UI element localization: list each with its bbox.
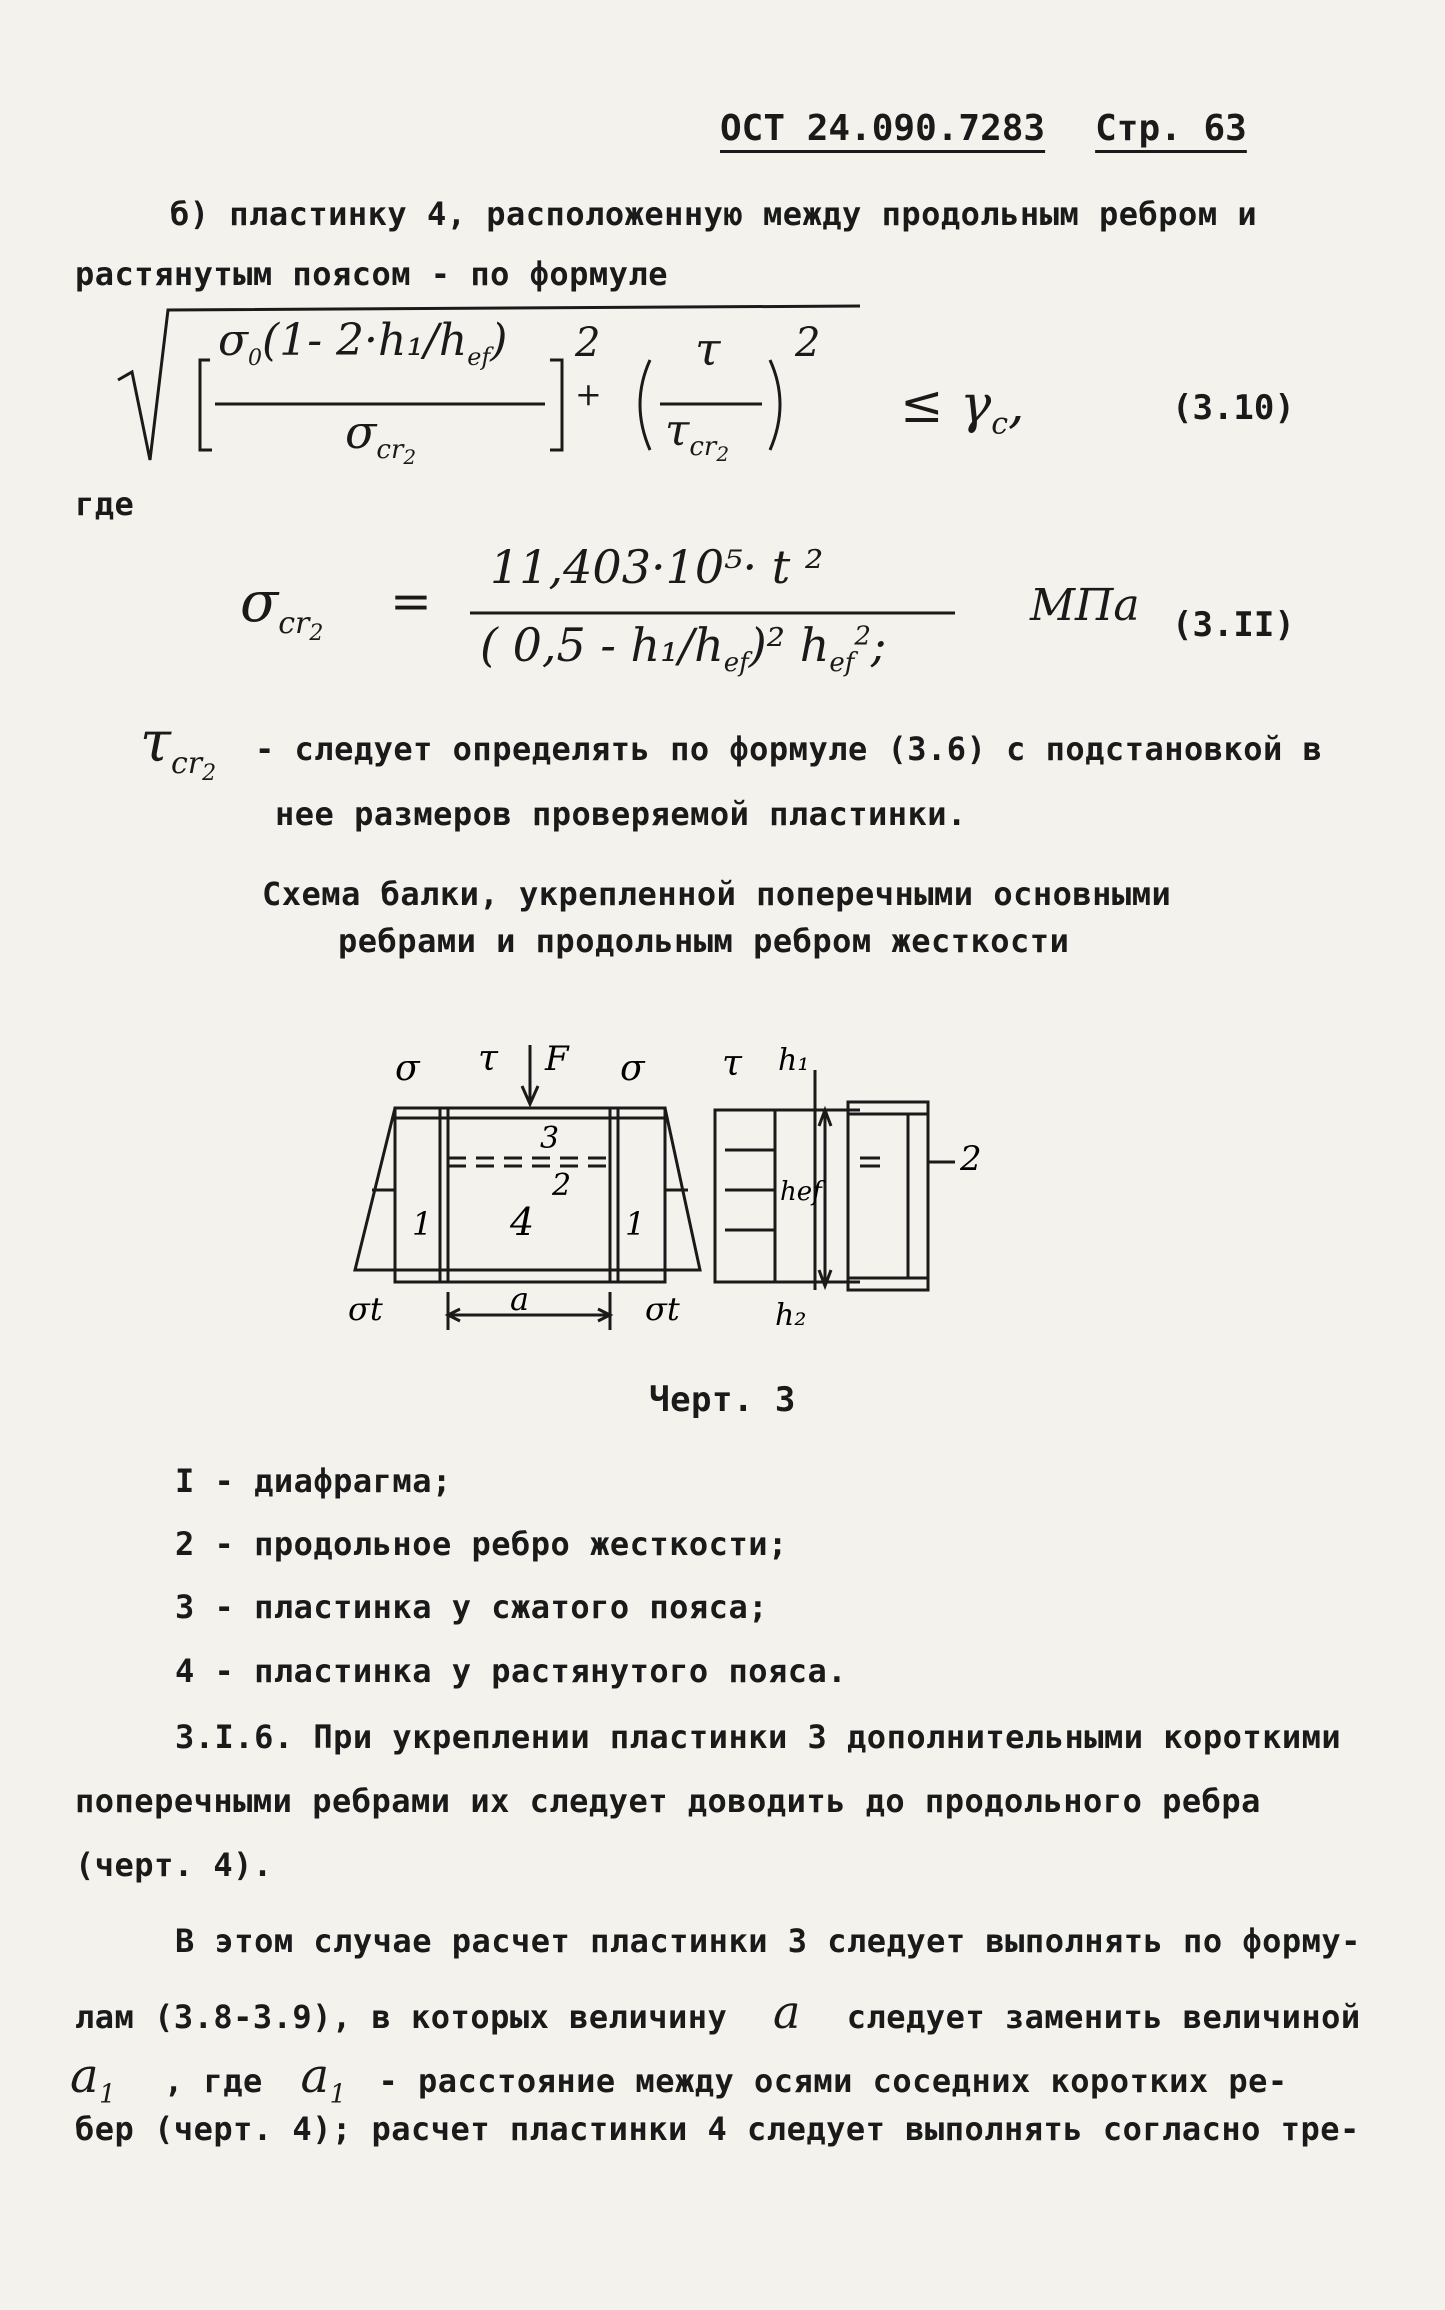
symbol-a1-second: $a_1$: [300, 2048, 347, 2110]
drawing-plate1-left-label: 1: [412, 1205, 433, 1243]
formula-3-10-denominator: $\sigma_{cr_2}$: [345, 405, 417, 470]
drawing-h2: h₂: [775, 1298, 807, 1333]
where-label: где: [75, 485, 135, 523]
legend-item-1: I - диафрагма;: [175, 1462, 452, 1500]
formula-3-10-numerator: $\sigma_0(1-$ $2\cdot h_1/h_{ef}$): [218, 315, 508, 371]
drawing-h1: h₁: [778, 1043, 810, 1078]
formula-3-10-tau-denominator: $\tau_{cr_2}$: [665, 405, 730, 466]
drawing-hef: hef: [780, 1177, 822, 1207]
legend-item-3: 3 - пластинка у сжатого пояса;: [175, 1588, 768, 1626]
drawing-rib2-label: 2: [960, 1139, 982, 1179]
para-316-line3: (черт. 4).: [75, 1846, 273, 1884]
legend-item-2: 2 - продольное ребро жесткости;: [175, 1525, 788, 1563]
formula-3-10-tau: τ: [695, 322, 721, 376]
formula-3-10-exp1: 2: [575, 320, 601, 366]
drawing-force-label: F: [545, 1039, 569, 1079]
figure-caption: Черт. 3: [649, 1380, 796, 1420]
drawing-plate4-label: 4: [510, 1200, 535, 1244]
drawing-plate3-label: 3: [540, 1121, 560, 1156]
para-case-line3: $a_1$ , где $a_1$ - расстояние между осями соседних коротких ре-: [70, 2048, 1288, 2110]
formula-3-11-lhs: $\sigma_{cr_2}$: [240, 570, 324, 647]
drawing-sigma-t-right: σt: [645, 1290, 680, 1328]
scheme-title-line2: ребрами и продольным ребром жесткости: [338, 922, 1070, 960]
drawing-sigma-top-left: σ: [395, 1048, 420, 1089]
formula-3-10-rhs: ≤ $\gamma_c$,: [900, 375, 1025, 442]
formula-3-10-number: (3.10): [1172, 388, 1295, 428]
para-case-line4: бер (черт. 4); расчет пластинки 4 следует выполнять согласно тре-: [75, 2110, 1360, 2148]
legend-item-4: 4 - пластинка у растянутого пояса.: [175, 1652, 848, 1690]
scheme-title-line1: Схема балки, укрепленной поперечными основными: [262, 875, 1172, 913]
formula-3-11-equals: =: [390, 572, 432, 630]
formula-3-10-plus: +: [575, 375, 602, 413]
paragraph-b-line2: растянутым поясом - по формуле: [75, 255, 668, 293]
formula-3-11-number: (3.II): [1172, 605, 1295, 645]
drawing-plate1-right-label: 1: [625, 1205, 646, 1243]
standard-number: ОСТ 24.090.7283: [720, 108, 1046, 149]
drawing-sigma-t-left: σt: [348, 1290, 383, 1328]
drawing-tau-top: τ: [478, 1038, 498, 1079]
formula-3-10-exp2: 2: [795, 320, 821, 366]
formula-3-11-numerator: 11,403·10⁵· t ²: [490, 540, 824, 594]
tau-note-line1: - следует определять по формуле (3.6) с подстановкой в: [255, 730, 1323, 768]
document-header: [720, 108, 1247, 149]
tau-note-line2: нее размеров проверяемой пластинки.: [275, 795, 967, 833]
para-316-line1: 3.I.6. При укреплении пластинки 3 дополнительными короткими: [175, 1718, 1342, 1756]
drawing-plate2-mid-label: 2: [552, 1168, 572, 1203]
formula-3-11-unit: МПа: [1030, 580, 1140, 631]
paragraph-b-line1: б) пластинку 4, расположенную между продольным ребром и: [170, 195, 1258, 233]
beam-scheme-drawing: [0, 1030, 1445, 1333]
para-316-line2: поперечными ребрами их следует доводить до продольного ребра: [75, 1782, 1261, 1820]
para-case-line2: лам (3.8-3.9), в которых величину a следует заменить величиной: [75, 1985, 1361, 2039]
formula-3-11-denominator: ( $0,5 - h_1/h_{ef})^2$ $h_{ef}^2$;: [480, 618, 887, 679]
symbol-a: a: [773, 1985, 801, 2039]
symbol-a1: $a_1$: [70, 2048, 117, 2110]
drawing-tau-side: τ: [722, 1043, 742, 1084]
para-case-line1: В этом случае расчет пластинки 3 следует выполнять по форму-: [175, 1922, 1361, 1960]
tau-cr2-symbol: $\tau_{cr_2}$: [140, 710, 217, 787]
drawing-a-dimension: a: [510, 1280, 530, 1318]
page-number: Стр. 63: [1095, 108, 1247, 149]
drawing-sigma-top-right: σ: [620, 1048, 645, 1089]
